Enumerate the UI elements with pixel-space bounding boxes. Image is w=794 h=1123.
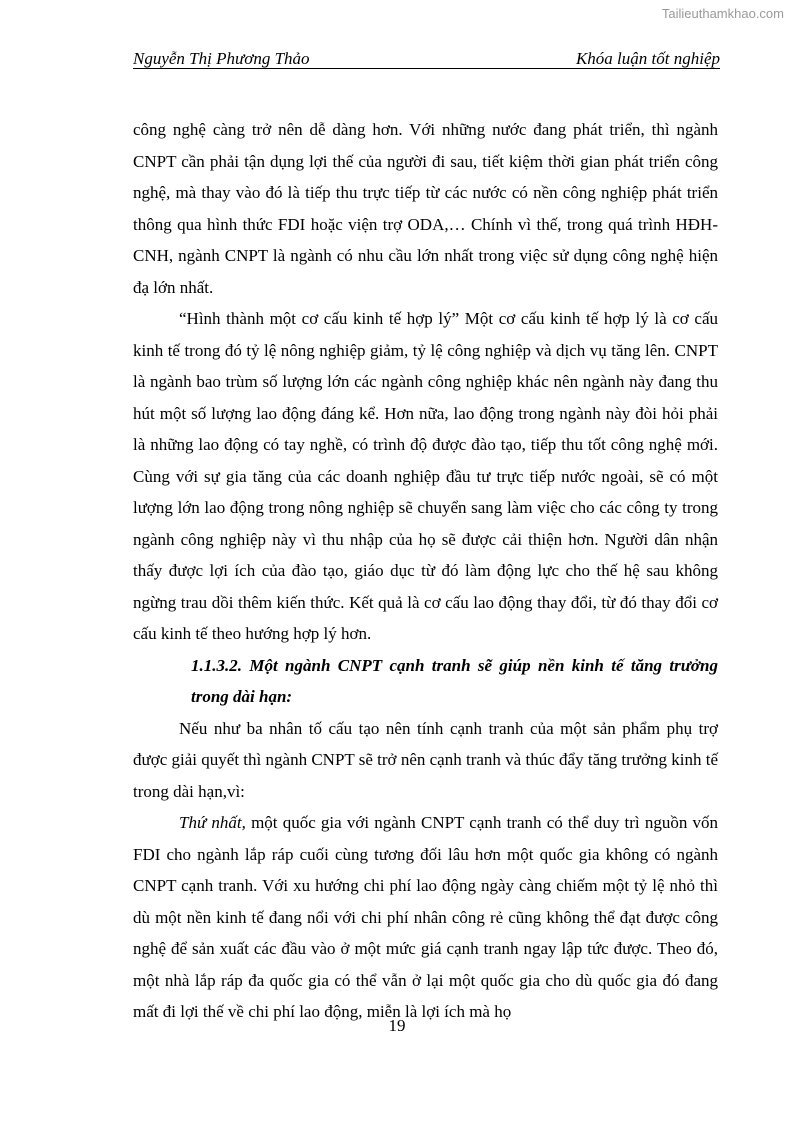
paragraph-4-body: một quốc gia với ngành CNPT cạnh tranh có thể duy trì nguồn vốn FDI cho ngành lắp ráp cuối cùng tương đối lâu hơn một quốc gia không có ngành CNPT cạnh tranh. Với xu hướng chi phí lao động ngày càng chiếm một tỷ lệ nhỏ thì dù một nền kinh tế đang nổi với chi phí nhân công rẻ cũng không thể đạt được công nghệ để sản xuất các đầu vào ở một mức giá cạnh tranh ngay lập tức được. Theo đó, một nhà lắp ráp đa quốc gia có thể vẫn ở lại một quốc gia cho dù quốc gia đó đang mất đi lợi thế về chi phí lao động, miễn là lợi ích mà họ: [133, 813, 719, 1021]
paragraph-1: công nghệ càng trở nên dễ dàng hơn. Với những nước đang phát triển, thì ngành CNPT cần phải tận dụng lợi thế của người đi sau, tiết kiệm thời gian phát triển công nghệ, mà thay vào đó là tiếp thu trực tiếp từ các nước có nền công nghiệp phát triển thông qua hình thức FDI hoặc viện trợ ODA,… Chính vì thế, trong quá trình HĐH-CNH, ngành CNPT là ngành có nhu cầu lớn nhất trong việc sử dụng công nghệ hiện đạ lớn nhất.: [133, 120, 718, 297]
paragraph-4-lead: Thứ nhất,: [179, 813, 246, 832]
paragraph-4: [133, 807, 718, 1028]
header-title: Khóa luận tốt nghiệp: [575, 49, 720, 68]
section-heading: 1.1.3.2. Một ngành CNPT cạnh tranh sẽ giúp nền kinh tế tăng trưởng trong dài hạn:: [191, 655, 718, 706]
page-header: [133, 48, 720, 69]
watermark-text: Tailieuthamkhao.com: [661, 6, 784, 21]
paragraph-2: “Hình thành một cơ cấu kinh tế hợp lý” Một cơ cấu kinh tế hợp lý là cơ cấu kinh tế trong đó tỷ lệ nông nghiệp giảm, tỷ lệ công nghiệp và dịch vụ tăng lên. CNPT là ngành bao trùm số lượng lớn các ngành công nghiệp khác nên ngành này đang thu hút một số lượng lao động đáng kể. Hơn nữa, lao động trong ngành này đòi hỏi phải là những lao động có tay nghề, có trình độ được đào tạo, tiếp thu tốt công nghệ mới. Cùng với sự gia tăng của các doanh nghiệp đầu tư trực tiếp nước ngoài, sẽ có một lượng lớn lao động trong nông nghiệp sẽ chuyển sang làm việc cho các công ty trong ngành công nghiệp này vì thu nhập của họ sẽ được cải thiện hơn. Người dân nhận thấy được lợi ích của đào tạo, giáo dục từ đó làm động lực cho thế hệ sau không ngừng trau dồi thêm kiến thức. Kết quả là cơ cấu lao động thay đổi, từ đó thay đổi cơ cấu kinh tế theo hướng hợp lý hơn.: [133, 309, 718, 643]
document-body: [133, 114, 718, 1028]
page-number: 19: [388, 1016, 406, 1035]
paragraph-3: Nếu như ba nhân tố cấu tạo nên tính cạnh tranh của một sản phẩm phụ trợ được giải quyết thì ngành CNPT sẽ trở nên cạnh tranh và thúc đẩy tăng trưởng kinh tế trong dài hạn,vì:: [133, 718, 718, 801]
header-author: Nguyễn Thị Phương Thảo: [133, 49, 310, 68]
